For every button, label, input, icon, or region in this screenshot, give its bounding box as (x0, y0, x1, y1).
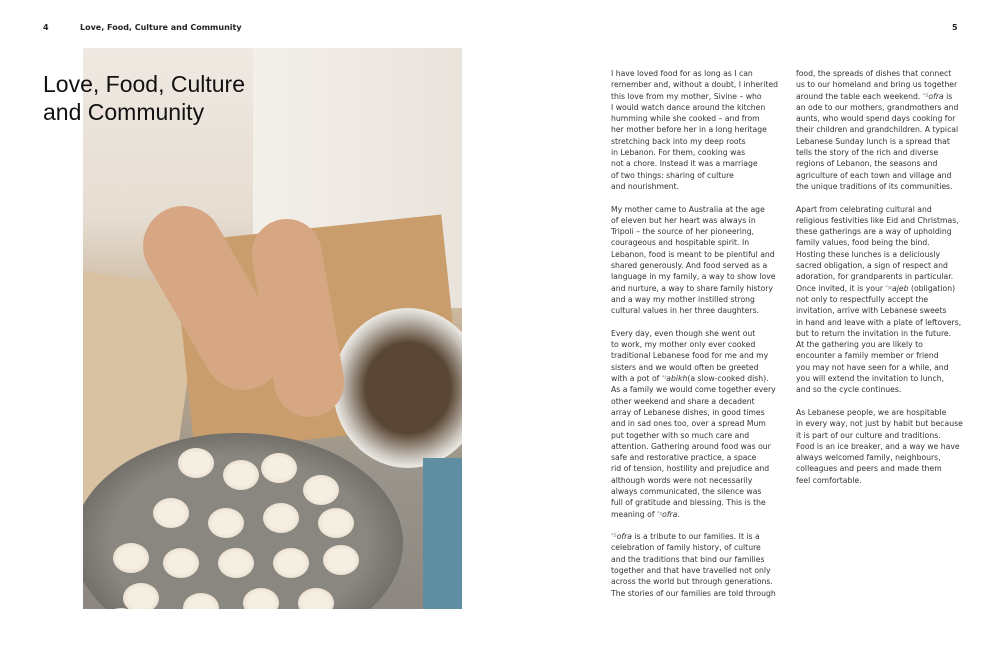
text-line (611, 554, 781, 565)
text-segment: full of gratitude and blessing. This is the (611, 498, 766, 508)
text-column-1 (611, 68, 781, 610)
title-line: and Community (43, 99, 205, 125)
text-line (611, 588, 781, 599)
text-line (796, 136, 966, 147)
text-line (611, 271, 781, 282)
paragraph (611, 328, 781, 520)
text-line (796, 68, 966, 79)
text-line (796, 170, 966, 181)
text-column-2 (796, 68, 966, 497)
text-segment: invitation, arrive with Lebanese sweets (796, 306, 947, 316)
text-segment: food, the spreads of dishes that connect (796, 69, 952, 78)
text-segment: remember and, without a doubt, I inherited (611, 80, 778, 90)
text-line (611, 407, 781, 418)
paragraph (611, 68, 781, 192)
text-line (796, 124, 966, 135)
text-segment: always communicated, the silence was (611, 486, 762, 496)
photo-dumpling (153, 498, 189, 528)
text-line (611, 170, 781, 181)
text-line (796, 158, 966, 169)
page-number-right: 5 (952, 23, 958, 32)
text-segment: meaning of (611, 509, 657, 519)
text-line (796, 237, 966, 248)
photo-dumpling (318, 508, 354, 538)
text-segment: is (943, 91, 953, 101)
text-segment: My mother came to Australia at the age (611, 204, 765, 214)
text-line (796, 91, 966, 102)
text-segment: and so the cycle continues. (796, 385, 902, 395)
text-line (611, 441, 781, 452)
text-segment: feel comfortable. (796, 475, 862, 485)
text-segment: encounter a family member or friend (796, 351, 939, 361)
text-segment: you will extend the invitation to lunch, (796, 374, 945, 384)
text-segment: rid of tension, hostility and prejudice and (611, 464, 770, 474)
text-line (611, 396, 781, 407)
text-line (611, 486, 781, 497)
text-segment: (obligation) (908, 283, 956, 293)
italic-term: *Sofra (611, 532, 632, 542)
text-segment: stretching back into my deep roots (611, 136, 746, 146)
text-line (796, 215, 966, 226)
text-line (611, 79, 781, 90)
text-line (611, 463, 781, 474)
text-segment: the unique traditions of its communities. (796, 181, 953, 191)
dumpling-making-photo (83, 48, 462, 609)
photo-dumpling (113, 543, 149, 573)
text-line (796, 79, 966, 90)
text-segment: sisters and we would often be greeted (611, 362, 759, 372)
text-segment: their children and grandchildren. A typical (796, 125, 959, 135)
text-line (611, 113, 781, 124)
text-line (796, 147, 966, 158)
text-segment: I would watch dance around the kitchen (611, 102, 766, 112)
text-segment: At the gathering you are likely to (796, 340, 923, 350)
text-line (611, 350, 781, 361)
text-segment: of two things: sharing of culture (611, 170, 734, 180)
text-segment: agriculture of each town and village and (796, 170, 952, 180)
text-line (611, 542, 781, 553)
text-segment: Every day, even though she went out (611, 328, 756, 338)
text-line (796, 339, 966, 350)
text-segment: As a family we would come together every (611, 385, 776, 395)
text-segment: this love from my mother, Sivine – who (611, 91, 762, 101)
paragraph (796, 204, 966, 396)
photo-dumpling (273, 548, 309, 578)
text-line (611, 362, 781, 373)
text-line (611, 531, 781, 542)
text-segment: Hosting these lunches is a deliciously (796, 249, 941, 259)
text-segment: her mother before her in a long heritage (611, 125, 767, 135)
text-line (611, 68, 781, 79)
paragraph (611, 204, 781, 317)
text-segment: language in my family, a way to show love (611, 272, 776, 282)
text-segment: aunts, who would spend days cooking for (796, 114, 956, 124)
text-line (796, 384, 966, 395)
text-line (796, 362, 966, 373)
text-line (796, 418, 966, 429)
running-head: Love, Food, Culture and Community (80, 23, 242, 32)
text-line (611, 283, 781, 294)
text-segment: Once invited, it is your (796, 283, 886, 293)
text-line (796, 249, 966, 260)
text-line (611, 565, 781, 576)
text-line (796, 271, 966, 282)
text-line (611, 91, 781, 102)
text-segment: but to return the invitation in the future. (796, 328, 952, 338)
text-segment: is a tribute to our families. It is a (631, 532, 760, 542)
text-line (611, 124, 781, 135)
text-line (611, 260, 781, 271)
text-line (611, 102, 781, 113)
text-line (611, 226, 781, 237)
text-segment: not only to respectfully accept the (796, 294, 929, 304)
text-line (796, 407, 966, 418)
text-line (611, 181, 781, 192)
photo-dumpling (218, 548, 254, 578)
text-segment: Lebanese Sunday lunch is a spread that (796, 136, 950, 146)
text-segment: us to our homeland and bring us together (796, 80, 958, 90)
text-segment: Food is an ice breaker, and a way we have (796, 441, 960, 451)
italic-term: *tabikh (661, 374, 688, 384)
text-segment: in Lebanon. For them, cooking was (611, 148, 746, 158)
text-segment: with a pot of (611, 374, 662, 384)
title-line: Love, Food, Culture (43, 71, 246, 97)
photo-dumpling (303, 475, 339, 505)
text-line (611, 576, 781, 587)
text-line (611, 328, 781, 339)
text-segment: family values, food being the bind. (796, 238, 930, 248)
photo-dumpling (323, 545, 359, 575)
text-segment: shared generously. And food served as a (611, 261, 768, 271)
text-line (796, 181, 966, 192)
text-segment: As Lebanese people, we are hospitable (796, 407, 947, 417)
text-segment: I have loved food for as long as I can (611, 69, 753, 78)
text-line (796, 452, 966, 463)
text-segment: The stories of our families are told through (611, 588, 776, 598)
text-segment: across the world but through generations. (611, 577, 773, 587)
text-segment: in hand and leave with a plate of leftovers, (796, 317, 962, 327)
text-segment: and a way my mother instilled strong (611, 294, 755, 304)
text-segment: always welcomed family, neighbours, (796, 453, 941, 463)
text-segment: around the table each weekend. (796, 91, 923, 101)
text-line (796, 260, 966, 271)
paragraph (796, 68, 966, 192)
text-line (796, 102, 966, 113)
text-segment: and in sad ones too, over a spread Mum (611, 419, 766, 429)
text-line (611, 294, 781, 305)
text-line (611, 249, 781, 260)
text-line (611, 158, 781, 169)
italic-term: *Sofra (922, 91, 944, 101)
text-segment: humming while she cooked – and from (611, 114, 760, 124)
text-segment: other weekend and share a decadent (611, 396, 755, 406)
text-line (796, 441, 966, 452)
text-segment: traditional Lebanese food for me and my (611, 351, 769, 361)
text-segment: colleagues and peers and made them (796, 464, 942, 474)
text-line (796, 317, 966, 328)
text-line (611, 475, 781, 486)
text-segment: . (677, 509, 680, 519)
text-segment: array of Lebanese dishes, in good times (611, 407, 765, 417)
text-segment: an ode to our mothers, grandmothers and (796, 102, 959, 112)
text-line (796, 305, 966, 316)
text-line (796, 463, 966, 474)
text-segment: of eleven but her heart was always in (611, 215, 756, 225)
text-line (796, 226, 966, 237)
photo-dumpling (163, 548, 199, 578)
text-line (796, 204, 966, 215)
italic-term: *sofra (657, 509, 678, 519)
text-segment: and nurture, a way to share family history (611, 283, 773, 293)
text-segment: tells the story of the rich and diverse (796, 148, 939, 158)
photo-dumpling (178, 448, 214, 478)
photo-dumpling (261, 453, 297, 483)
text-line (611, 237, 781, 248)
text-line (611, 452, 781, 463)
text-segment: celebration of family history, of culture (611, 543, 761, 553)
text-line (796, 328, 966, 339)
text-line (611, 509, 781, 520)
text-line (611, 215, 781, 226)
photo-towel (423, 458, 462, 609)
text-segment: sacred obligation, a sign of respect and (796, 261, 948, 271)
photo-dumpling (223, 460, 259, 490)
text-line (796, 113, 966, 124)
text-line (796, 475, 966, 486)
text-line (611, 204, 781, 215)
text-line (611, 147, 781, 158)
text-line (611, 384, 781, 395)
text-segment: these gatherings are a way of upholding (796, 227, 952, 237)
photo-dumpling (208, 508, 244, 538)
text-segment: and the traditions that bind our families (611, 554, 765, 564)
text-segment: Apart from celebrating cultural and (796, 204, 932, 214)
text-segment: adoration, for grandparents in particular. (796, 272, 954, 282)
text-line (611, 497, 781, 508)
text-line (611, 305, 781, 316)
text-segment: safe and restorative practice, a space (611, 453, 757, 463)
text-line (796, 294, 966, 305)
text-segment: in every way, not just by habit but because (796, 419, 963, 429)
text-line (796, 430, 966, 441)
paragraph (611, 531, 781, 599)
text-segment: you may not have seen for a while, and (796, 362, 949, 372)
italic-term: *wajeb (885, 283, 909, 293)
text-segment: and nourishment. (611, 181, 680, 191)
text-segment: it is part of our culture and traditions. (796, 430, 941, 440)
text-segment: although words were not necessarily (611, 475, 753, 485)
text-segment: put together with so much care and (611, 430, 750, 440)
text-line (796, 350, 966, 361)
text-segment: not a chore. Instead it was a marriage (611, 159, 758, 169)
text-segment: Tripoli – the source of her pioneering, (611, 227, 755, 237)
page-title (43, 70, 245, 126)
text-line (796, 373, 966, 384)
text-line (611, 373, 781, 384)
text-segment: courageous and hospitable spirit. In (611, 238, 750, 248)
text-line (611, 430, 781, 441)
text-line (796, 283, 966, 294)
text-segment: regions of Lebanon, the seasons and (796, 159, 938, 169)
text-segment: Lebanon, food is meant to be plentiful and (611, 249, 775, 259)
text-segment: (a slow-cooked dish). (687, 374, 769, 384)
text-segment: religious festivities like Eid and Christmas, (796, 215, 959, 225)
photo-dumpling (263, 503, 299, 533)
text-segment: together and that have travelled not only (611, 566, 771, 576)
text-segment: attention. Gathering around food was our (611, 441, 771, 451)
page-number-left: 4 (43, 23, 49, 32)
text-segment: cultural values in her three daughters. (611, 306, 760, 316)
text-segment: to work, my mother only ever cooked (611, 340, 756, 350)
text-line (611, 418, 781, 429)
text-line (611, 339, 781, 350)
text-line (611, 136, 781, 147)
photo-dumpling (123, 583, 159, 609)
paragraph (796, 407, 966, 486)
